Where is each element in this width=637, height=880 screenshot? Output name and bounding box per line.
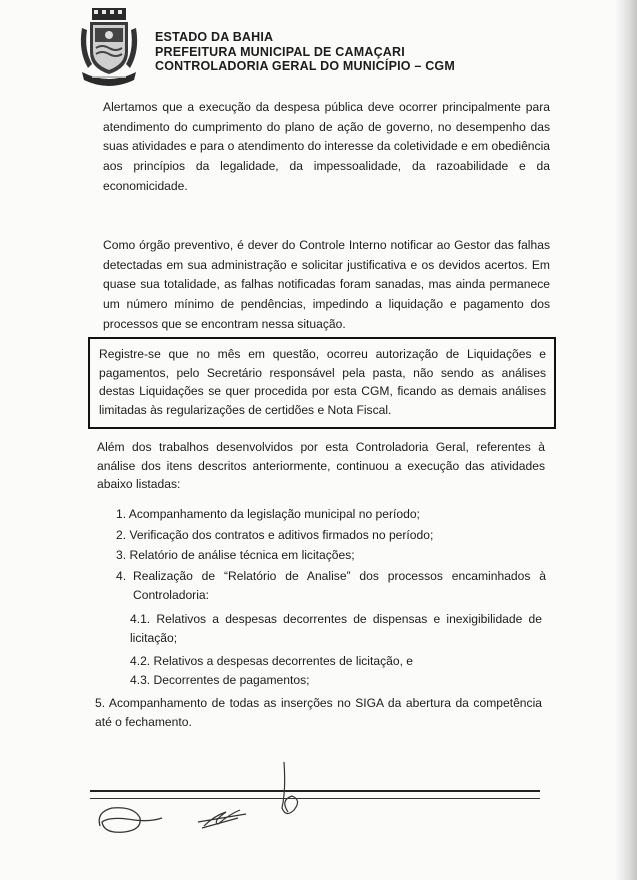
- list-item-3: [116, 546, 546, 565]
- signature-rule-secondary: [90, 798, 540, 799]
- page-edge-shadow: [615, 0, 637, 880]
- header-prefecture: PREFEITURA MUNICIPAL DE CAMAÇARI: [155, 44, 405, 59]
- list-item-1: [116, 505, 546, 524]
- header-controller: CONTROLADORIA GERAL DO MUNICÍPIO – CGM: [155, 59, 455, 73]
- list-item-2: [116, 526, 546, 545]
- paragraph-highlighted: Registre-se que no mês em questão, ocorreu autorização de Liquidações e pagamentos, pelo Secretário responsável pela pasta, não sendo as análises destas Liquidações se quer procedida por esta CGM, ficando as demais análises limitadas às regularizações de certidões e Nota Fiscal.: [99, 347, 546, 417]
- header-state: ESTADO DA BAHIA: [155, 30, 274, 44]
- document-header: [155, 30, 455, 74]
- list-text: Verificação dos contratos e aditivos firmados no período;: [129, 528, 434, 542]
- signature-rule: [90, 790, 540, 792]
- paragraph-alert: Alertamos que a execução da despesa pública deve ocorrer principalmente para atendimento do cumprimento do plano de ação de governo, no desempenho das suas atividades e para o atendimento do interesse da coletividade e em obediência aos princípios da legalidade, da impessoalidade, da razoabilidade e da economicidade.: [103, 100, 550, 193]
- paragraph-preventive: Como órgão preventivo, é dever do Controle Interno notificar ao Gestor das falhas detectadas em sua administração e solicitar justificativa e os devidos acertos. Em quase sua totalidade, as falhas notificadas foram sanadas, mas ainda permanece um número mínimo de pendências, impedindo a liquidação e pagamento dos processos que se encontram nessa situação.: [103, 238, 550, 331]
- list-subitem-4-3: 4.3. Decorrentes de pagamentos;: [130, 673, 310, 687]
- list-item-5: 5. Acompanhamento de todas as inserções no SIGA da abertura da competência até o fechamento.: [95, 696, 542, 729]
- list-number: 1.: [116, 507, 127, 521]
- list-text: Relatório de análise técnica em licitações;: [129, 548, 355, 562]
- coat-of-arms-icon: [78, 6, 140, 86]
- list-number: 3.: [116, 548, 127, 562]
- list-subitem-4-1: 4.1. Relativos a despesas decorrentes de dispensas e inexigibilidade de licitação;: [130, 612, 542, 645]
- list-number: 4.: [116, 569, 127, 583]
- list-text: Realização de “Relatório de Analise” dos processos encaminhados à Controladoria:: [133, 569, 546, 602]
- list-text: Acompanhamento da legislação municipal no período;: [128, 507, 420, 521]
- paragraph-activities-intro: Além dos trabalhos desenvolvidos por esta Controladoria Geral, referentes à análise dos itens descritos anteriormente, continuou a execução das atividades abaixo listadas:: [97, 440, 545, 491]
- list-subitem-4-2: 4.2. Relativos a despesas decorrentes de licitação, e: [130, 654, 414, 668]
- list-item-4: [116, 567, 546, 602]
- list-number: 2.: [116, 528, 127, 542]
